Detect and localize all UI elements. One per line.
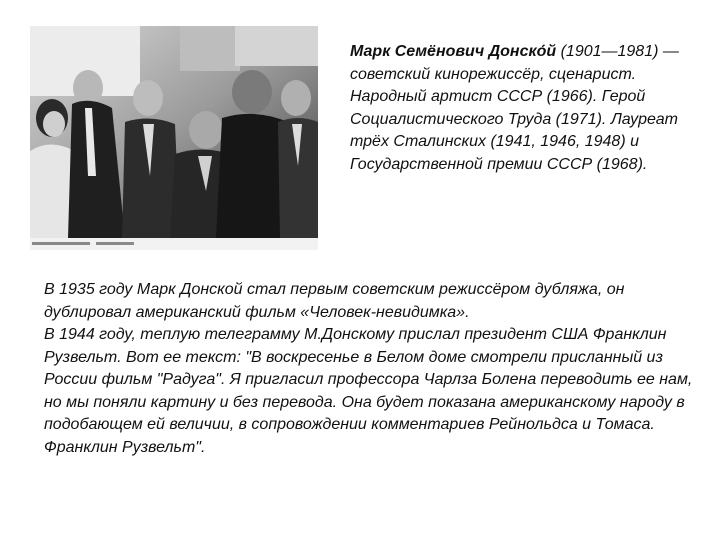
photo-caption-strip (30, 238, 318, 250)
group-photo-icon (30, 26, 318, 238)
bio-paragraph (350, 41, 705, 176)
body-text (44, 279, 694, 459)
person-name: Марк Семёнович Донско́й (350, 43, 557, 60)
paragraph-dubbing: В 1935 году Марк Донской стал первым советским режиссёром дубляжа, он дублировал американский фильм «Человек-невидимка». (44, 281, 625, 321)
bio-text: (1901—1981) — советский кинорежиссёр, сценарист. Народный артист СССР (1966). Герой Социалистического Труда (1971). Лауреат трёх Сталинских (1941, 1946, 1948) и Государственной премии СССР (1968). (350, 43, 679, 173)
paragraph-telegram: В 1944 году, теплую телеграмму М.Донскому прислал президент США Франклин Рузвельт. Вот ее текст: "В воскресенье в Белом доме смотрели присланный из России фильм "Радуга". Я пригласил профессора Чарлза Болена переводить ее нам, но мы поняли картину и без перевода. Она будет показана американскому народу в подобающем ей величии, в сопровождении комментариев Рейнольдса и Томаса. Франклин Рузвельт". (44, 326, 693, 456)
group-photo (30, 26, 318, 238)
